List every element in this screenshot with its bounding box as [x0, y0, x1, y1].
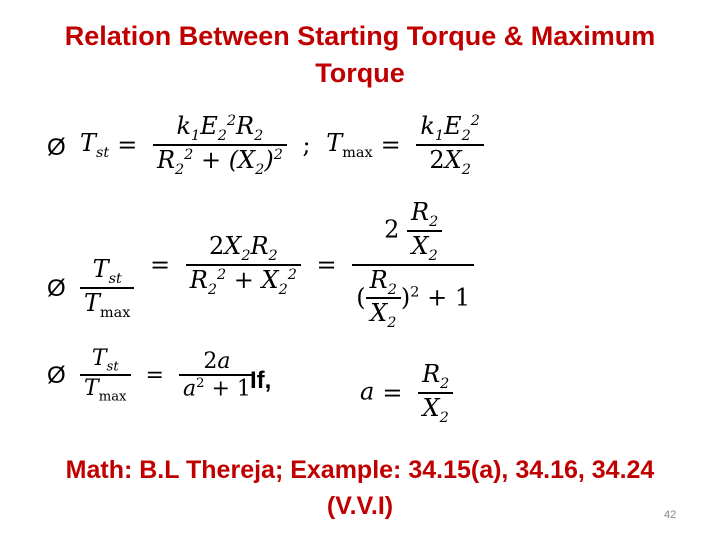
if-label: If, — [250, 367, 272, 394]
footer-line-1: Math: B.L Thereja; Example: 34.15(a), 34.16, 34.24 — [65, 456, 655, 484]
title-line-1: Relation Between Starting Torque & Maximum — [64, 21, 656, 51]
bullet-marker-3: Ø — [47, 362, 66, 389]
bullet-marker-2: Ø — [47, 275, 66, 302]
footer-line-2: (V.V.I) — [326, 492, 394, 520]
equation-2: $\frac{T_{st}}{T_{max}}$ = $\frac{2X_2R_2}{R_2^2 + X_2^2}$ = 2 $\frac{R_2}{X_2}$ ( $\frac{R_2}{X_2}$ )$^2$ + 1 — [80, 198, 474, 331]
bullet-marker-1: Ø — [47, 134, 66, 161]
page-number: 42 — [664, 509, 677, 521]
equation-1: $T_{st}$ = $\frac{k_1E_2^2R_2}{R_2^2 + (X_2)^2}$ ; $T_{max}$ = $\frac{k_1E_2^2}{2X_2}$ — [80, 112, 484, 178]
reference-footer — [10, 452, 710, 524]
title-line-2: Torque — [315, 58, 405, 88]
slide-title — [20, 18, 700, 92]
equation-4: a = $\frac{R_2}{X_2}$ — [360, 360, 453, 426]
equation-3: $\frac{T_{st}}{T_{max}}$ = $\frac{2a}{a^2 + 1}$ — [80, 346, 255, 405]
